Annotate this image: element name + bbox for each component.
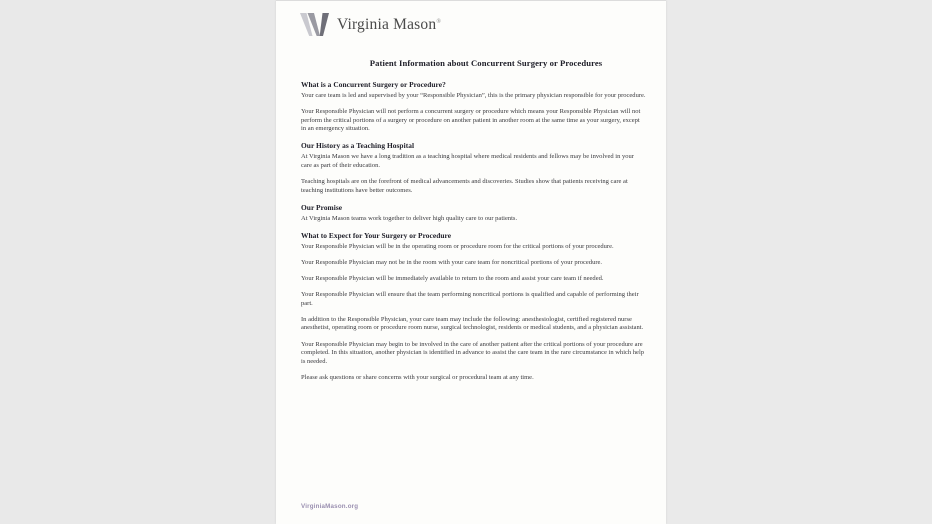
brand-trademark: ® [436,18,442,25]
paragraph: Your Responsible Physician may begin to be involved in the care of another patient after the critical portions of your procedure are completed. In this situation, another physician is identified in advance to assist the care team in the rare circumstance in which help is needed. [301,340,645,365]
section-heading-what-to-expect: What to Expect for Your Surgery or Procedure [301,230,452,240]
right-margin-background [666,0,932,524]
virginia-mason-double-chevron-logo-icon [300,12,330,38]
page-title: Patient Information about Concurrent Surgery or Procedures [369,58,603,68]
paragraph: Your Responsible Physician will ensure that the team performing noncritical portions is qualified and capable of performing their part. [301,291,639,307]
paragraph: Your Responsible Physician will be immediately available to return to the room and assist your care team if needed. [301,275,604,283]
paragraph: Please ask questions or share concerns with your surgical or procedural team at any time. [301,373,534,381]
paragraph: Your Responsible Physician may not be in the room with your care team for noncritical portions of your procedure. [301,258,603,266]
section-heading-concurrent-surgery: What is a Concurrent Surgery or Procedure? [301,80,446,89]
page-content-area [290,0,652,524]
paragraph: Your care team is led and supervised by your “Responsible Physician”, this is the primary physician responsible for your procedure. [301,92,646,99]
paragraph: At Virginia Mason we have a long tradition as a teaching hospital where medical residents and fellows may be involved in your care as part of their education. [301,153,634,169]
brand-name-text: Virginia Mason [337,16,437,33]
document-body [301,80,646,389]
document-page [276,0,666,524]
paragraph: At Virginia Mason teams work together to deliver high quality care to our patients. [301,214,518,222]
paragraph: Your Responsible Physician will not perform a concurrent surgery or procedure which means your Responsible Physician will not perform the critical portions of a surgery or procedure on another patient in another room at the same time as your surgery, except in an emergency situation. [301,108,641,133]
footer-website-url: VirginiaMason.org [301,503,359,510]
paragraph: Teaching hospitals are on the forefront of medical advancements and discoveries. Studies show that patients receiving care at teaching institutions have better outcomes. [301,178,628,194]
section-heading-our-promise: Our Promise [301,202,343,212]
left-margin-background [0,0,276,524]
paragraph: Your Responsible Physician will be in the operating room or procedure room for the critical portions of your procedure. [301,242,614,250]
brand-logo [300,12,441,38]
section-heading-teaching-hospital: Our History as a Teaching Hospital [301,141,415,151]
paragraph: In addition to the Responsible Physician, your care team may include the following: anesthesiologist, certified registered nurse anesthetist, operating room or procedure room nurse, surgical technologist, residents or medical students, and a physician assistant. [301,315,644,332]
brand-name [337,16,441,34]
